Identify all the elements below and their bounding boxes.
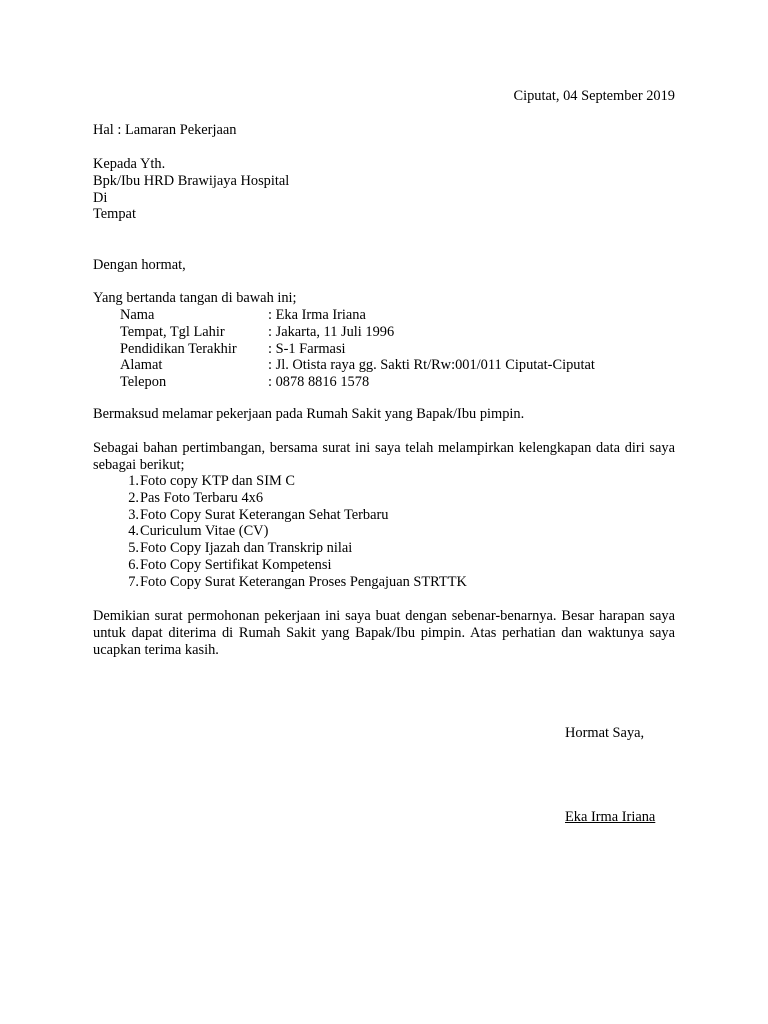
list-item-text: Foto Copy Sertifikat Kompetensi xyxy=(140,556,332,573)
list-item-number: 1. xyxy=(128,473,139,489)
detail-row-name xyxy=(120,307,595,324)
list-item-text: Curiculum Vitae (CV) xyxy=(140,523,269,540)
applicant-details xyxy=(120,307,595,391)
list-item-number: 5. xyxy=(128,540,139,557)
detail-row-education xyxy=(120,341,595,358)
detail-label: Tempat, Tgl Lahir xyxy=(120,323,225,340)
detail-label: Telepon xyxy=(120,374,167,391)
detail-label: Nama xyxy=(120,307,155,323)
list-item-number: 7. xyxy=(128,573,139,590)
letter-date: Ciputat, 04 September 2019 xyxy=(513,88,675,104)
detail-row-birth xyxy=(120,324,595,341)
detail-value: : Eka Irma Iriana xyxy=(268,307,366,323)
letter-intro: Yang bertanda tangan di bawah ini; xyxy=(93,290,297,306)
recipient-block xyxy=(93,156,289,223)
list-item-text: Foto Copy Ijazah dan Transkrip nilai xyxy=(140,540,353,557)
list-item-text: Foto Copy Surat Keterangan Sehat Terbaru xyxy=(140,506,389,523)
recipient-line-2: Bpk/Ibu HRD Brawijaya Hospital xyxy=(93,172,290,189)
list-item-number: 3. xyxy=(128,506,139,523)
recipient-line-4: Tempat xyxy=(93,206,136,223)
list-item-text: Foto copy KTP dan SIM C xyxy=(140,473,295,489)
list-item xyxy=(93,473,467,490)
letter-subject: Hal : Lamaran Pekerjaan xyxy=(93,122,237,138)
list-item-number: 2. xyxy=(128,489,139,506)
signature-name: Eka Irma Iriana xyxy=(565,809,656,825)
list-item-number: 4. xyxy=(128,523,139,540)
list-item-text: Pas Foto Terbaru 4x6 xyxy=(140,489,264,506)
detail-value: : 0878 8816 1578 xyxy=(268,374,370,391)
detail-value: : S-1 Farmasi xyxy=(268,340,346,357)
closing-paragraph: Demikian surat permohonan pekerjaan ini saya buat dengan sebenar-benarnya. Besar harapan saya untuk dapat diterima di Rumah Sakit yang Bapak/Ibu pimpin. Atas perhatian dan waktunya saya ucapkan terima kasih. xyxy=(93,608,675,658)
list-item xyxy=(93,574,467,591)
list-item xyxy=(93,557,467,574)
list-item-text: Foto Copy Surat Keterangan Proses Pengajuan STRTTK xyxy=(140,573,467,590)
consideration-paragraph: Sebagai bahan pertimbangan, bersama surat ini saya telah melampirkan kelengkapan data diri saya sebagai berikut; xyxy=(93,440,675,473)
detail-row-phone xyxy=(120,374,595,391)
letter-greeting: Dengan hormat, xyxy=(93,257,186,273)
recipient-line-3: Di xyxy=(93,189,108,206)
attachment-list xyxy=(93,473,467,591)
detail-row-address xyxy=(120,357,595,374)
list-item xyxy=(93,507,467,524)
detail-value: : Jl. Otista raya gg. Sakti Rt/Rw:001/011 Ciputat-Ciputat xyxy=(268,357,595,374)
detail-label: Pendidikan Terakhir xyxy=(120,340,237,357)
letter-purpose: Bermaksud melamar pekerjaan pada Rumah Sakit yang Bapak/Ibu pimpin. xyxy=(93,406,525,422)
list-item xyxy=(93,490,467,507)
recipient-line-1: Kepada Yth. xyxy=(93,156,166,172)
list-item xyxy=(93,523,467,540)
list-item-number: 6. xyxy=(128,556,139,573)
sign-off: Hormat Saya, xyxy=(565,725,645,741)
list-item xyxy=(93,540,467,557)
detail-value: : Jakarta, 11 Juli 1996 xyxy=(268,323,395,340)
detail-label: Alamat xyxy=(120,357,163,374)
